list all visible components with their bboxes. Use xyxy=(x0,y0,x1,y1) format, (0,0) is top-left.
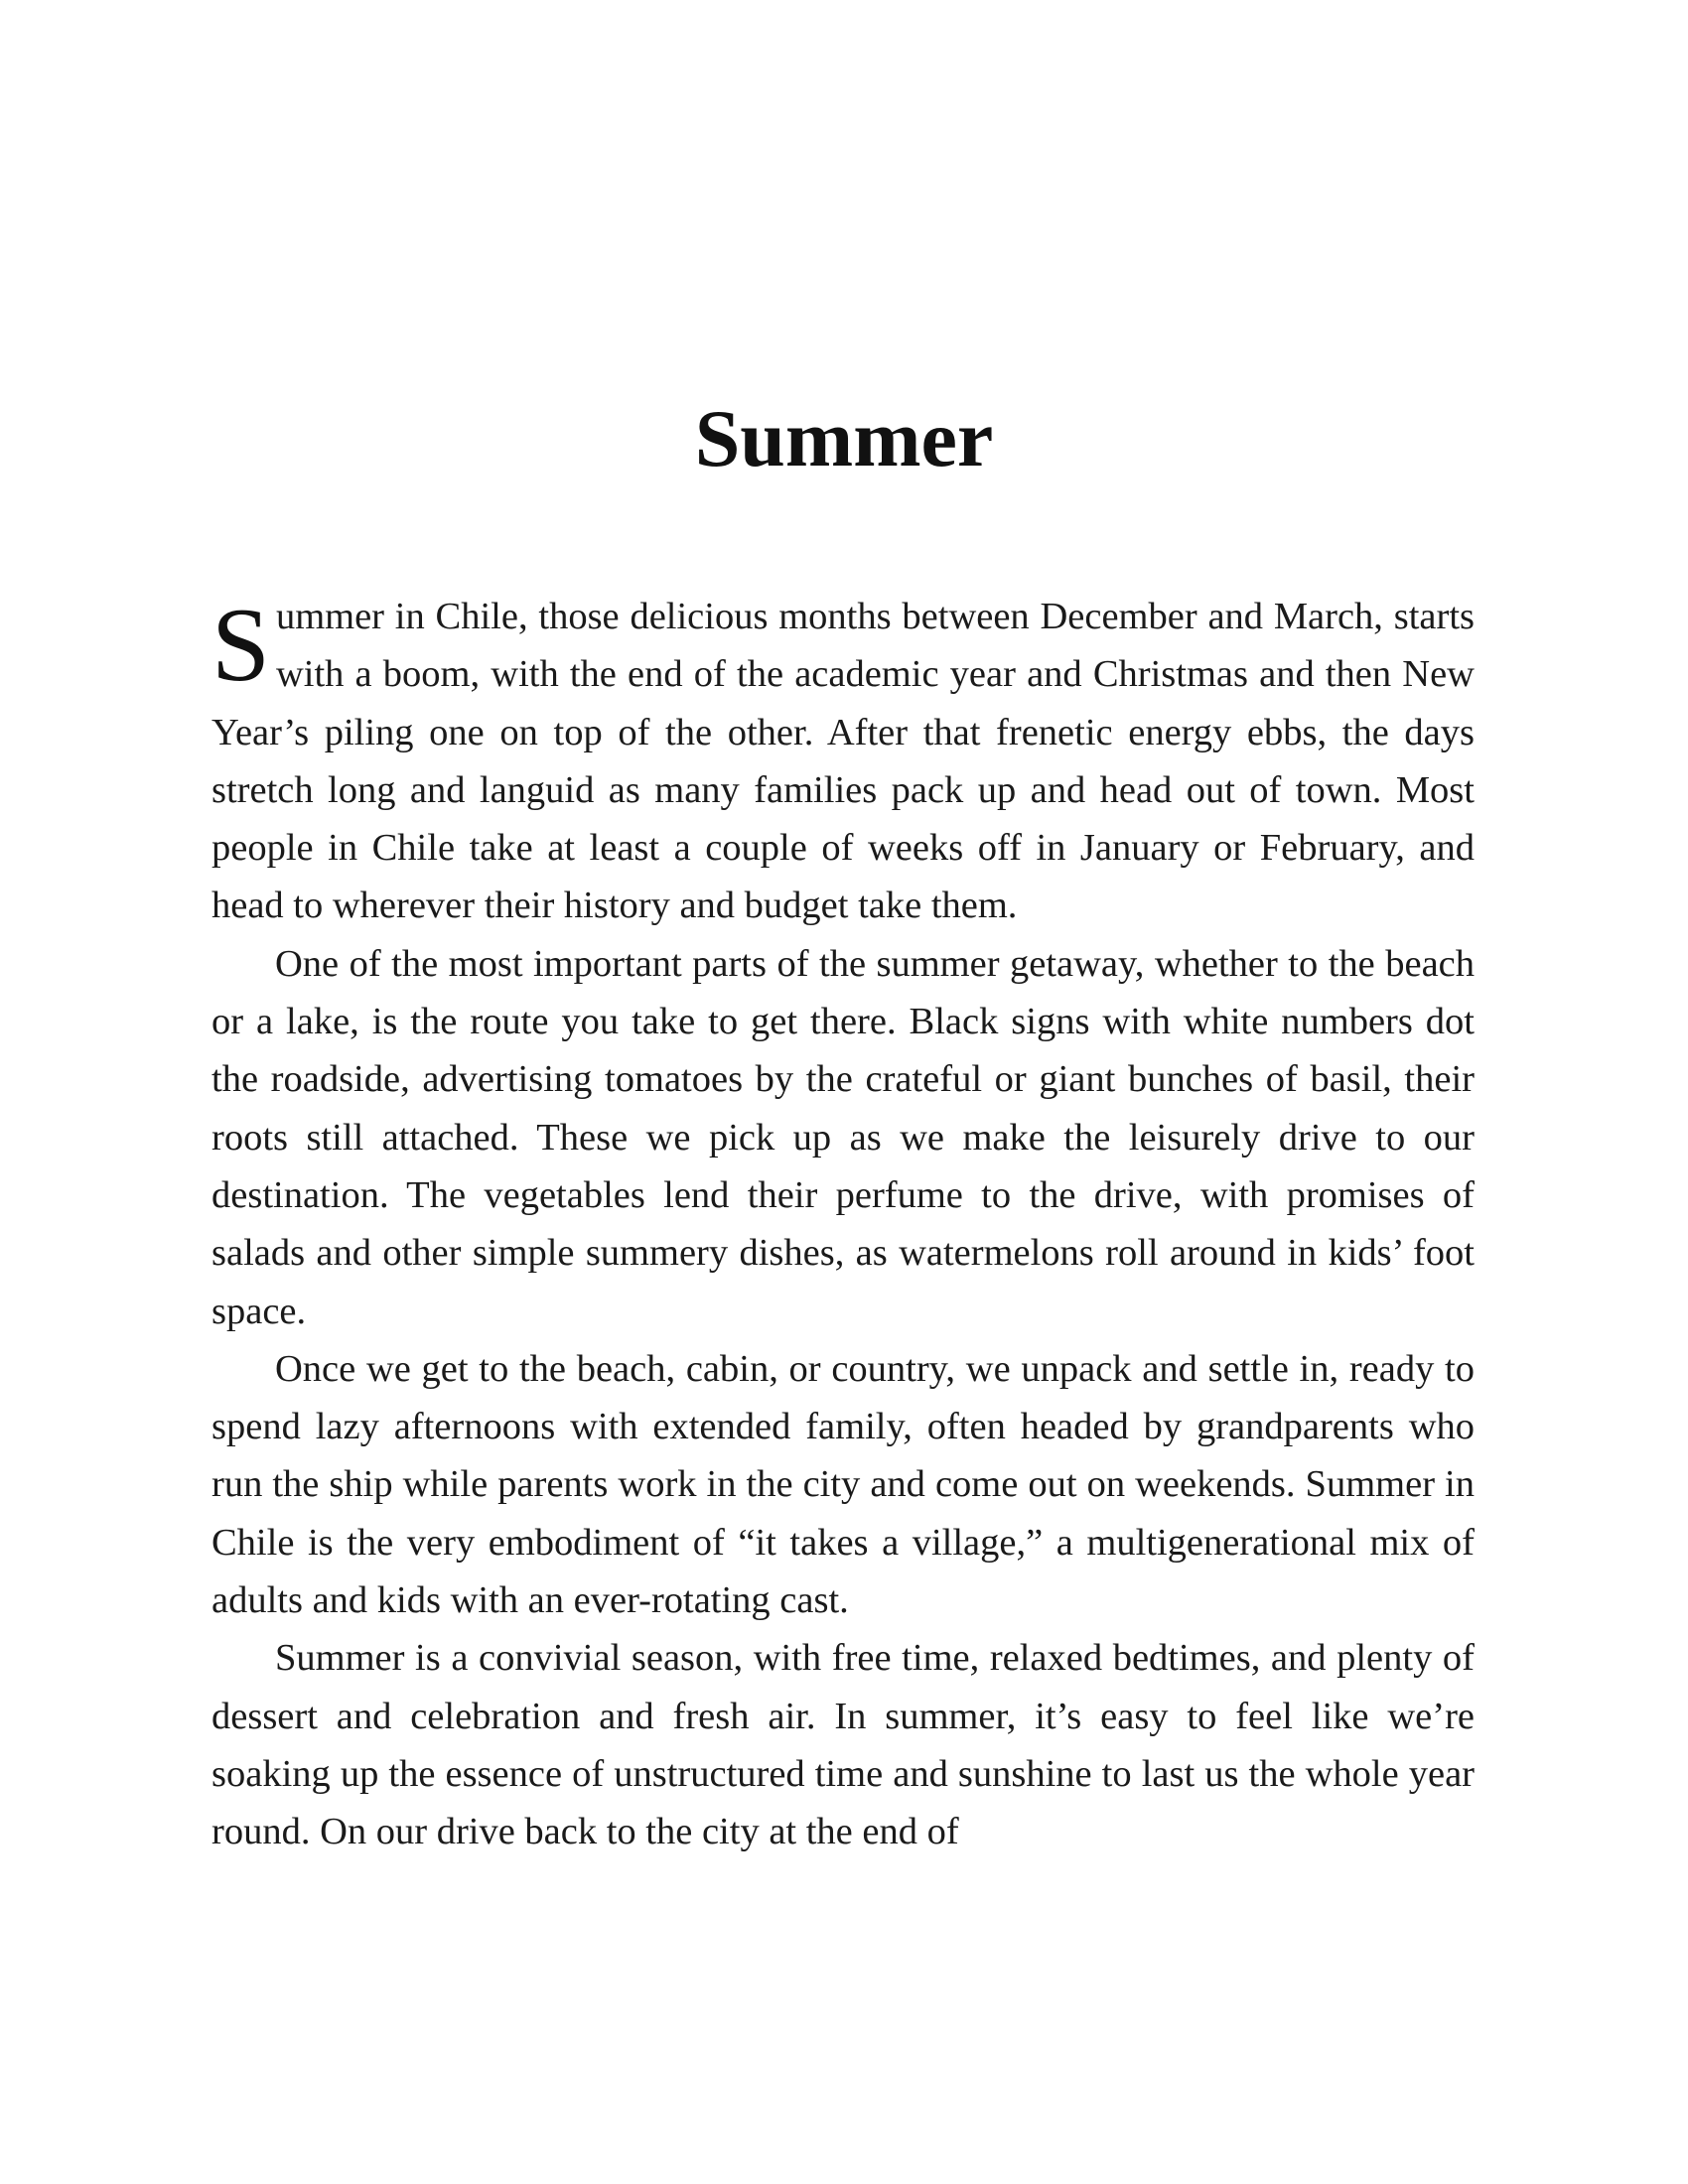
paragraph-3-text: Once we get to the beach, cabin, or country, we unpack and settle in, ready to spend lazy afternoons with extended family, often headed by grandparents who run the ship while parents work in the city and come out on weekends. Summer in Chile is the very embodiment of “it takes a village,” a multigenerational mix of adults and kids with an ever-rotating cast. xyxy=(211,1347,1475,1622)
chapter-title: Summer xyxy=(694,393,994,483)
paragraph-1-text: ummer in Chile, those delicious months between December and March, starts with a boom, with the end of the academic year and Christmas and then New Year’s piling one on top of the other. After that frenetic energy ebbs, the days stretch long and languid as many families pack up and head out of town. Most people in Chile take at least a couple of weeks off in January or February, and head to wherever their history and budget take them. xyxy=(211,596,1475,927)
paragraph-2-text: One of the most important parts of the summer getaway, whether to the beach or a lake, is the route you take to get there. Black signs with white numbers dot the roadside, advertising tomatoes by the crateful or giant bunches of basil, their roots still attached. These we pick up as we make the leisurely drive to our destination. The vegetables lend their perfume to the drive, with promises of salads and other simple summery dishes, as watermelons roll around in kids’ foot space. xyxy=(211,942,1475,1332)
paragraph xyxy=(211,588,1475,935)
paragraph xyxy=(211,1340,1475,1629)
paragraph xyxy=(211,935,1475,1340)
paragraph xyxy=(211,1629,1475,1860)
body-text xyxy=(211,588,1475,1861)
drop-cap: S xyxy=(211,587,270,703)
paragraph-4-text: Summer is a convivial season, with free time, relaxed bedtimes, and plenty of dessert and celebration and fresh air. In summer, it’s easy to feel like we’re soaking up the essence of unstructured time and sunshine to last us the whole year round. On our drive back to the city at the end of xyxy=(211,1637,1475,1853)
